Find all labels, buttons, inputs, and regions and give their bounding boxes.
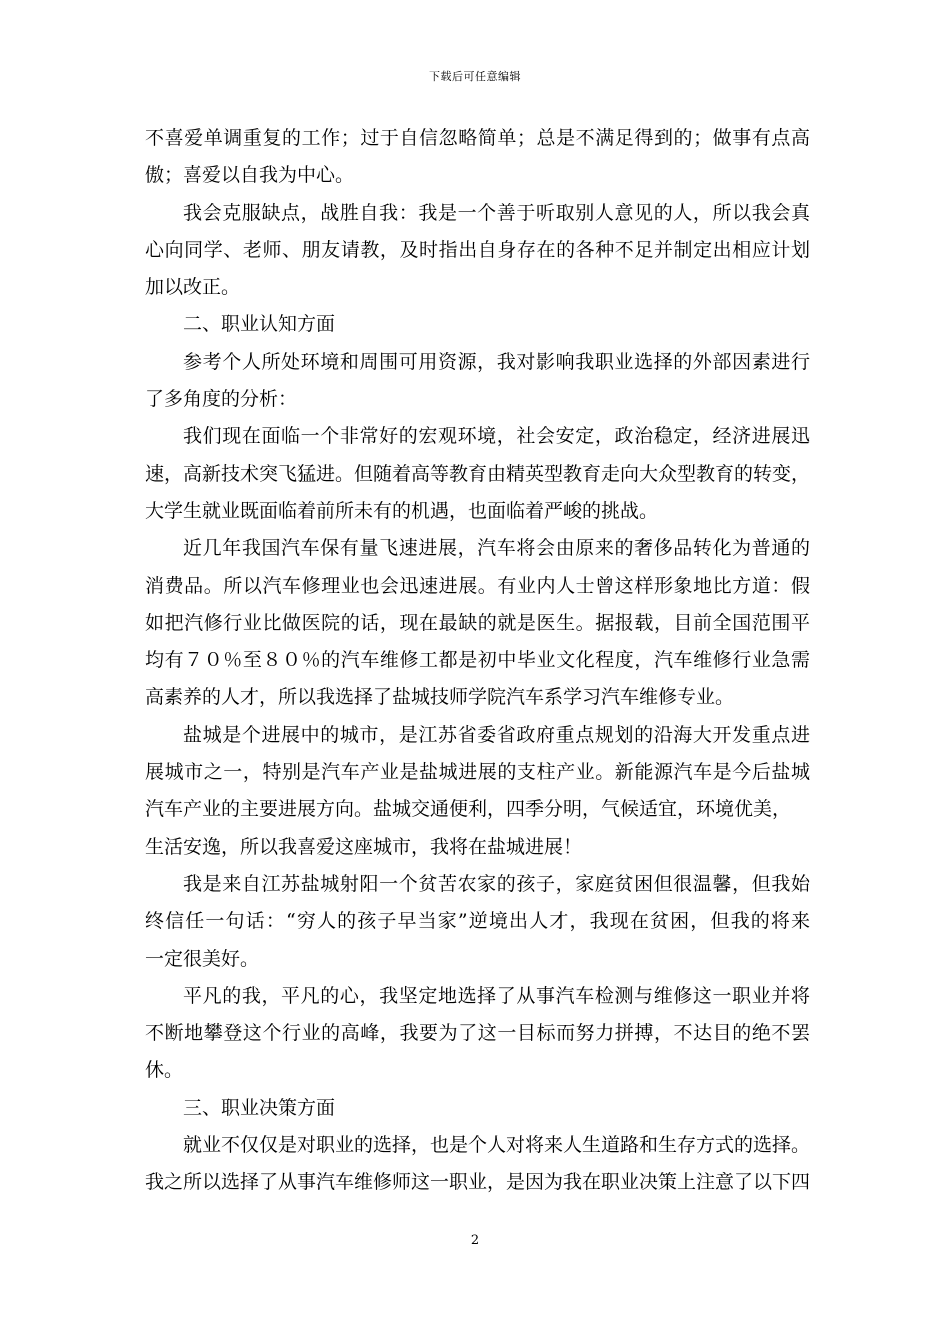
text-line: 了多角度的分析： bbox=[145, 388, 298, 411]
text-line: 不断地攀登这个行业的高峰，我要为了这一目标而努力拼搏，不达目的绝不罢 bbox=[145, 1022, 810, 1045]
text-line: 参考个人所处环境和周围可用资源，我对影响我职业选择的外部因素进行 bbox=[183, 350, 810, 373]
text-line: 消费品。所以汽车修理业也会迅速进展。有业内人士曾这样形象地比方道：假 bbox=[145, 574, 810, 597]
text-line: 加以改正。 bbox=[145, 276, 241, 299]
text-line: 一定很美好。 bbox=[145, 947, 260, 970]
text-line: 平凡的我，平凡的心，我坚定地选择了从事汽车检测与维修这一职业并将 bbox=[183, 984, 810, 1007]
text-line: 终信任一句话：“穷人的孩子早当家”逆境出人才，我现在贫困，但我的将来 bbox=[145, 910, 810, 933]
text-line: 生活安逸，所以我喜爱这座城市，我将在盐城进展！ bbox=[145, 835, 583, 858]
text-line: 就业不仅仅是对职业的选择，也是个人对将来人生道路和生存方式的选择。 bbox=[183, 1134, 811, 1157]
page-header: 下载后可任意编辑 bbox=[429, 70, 521, 83]
page-number: 2 bbox=[470, 1233, 480, 1248]
text-line: 二、职业认知方面 bbox=[183, 313, 336, 336]
text-line: 傲；喜爱以自我为中心。 bbox=[145, 164, 355, 187]
text-line: 我们现在面临一个非常好的宏观环境，社会安定，政治稳定，经济进展迅 bbox=[183, 425, 810, 448]
text-line: 我会克服缺点，战胜自我：我是一个善于听取别人意见的人，所以我会真 bbox=[183, 201, 810, 224]
text-line: 我之所以选择了从事汽车维修师这一职业，是因为我在职业决策上注意了以下四 bbox=[145, 1171, 811, 1194]
text-line: 我是来自江苏盐城射阳一个贫苦农家的孩子，家庭贫困但很温馨，但我始 bbox=[183, 872, 810, 895]
text-line: 速，高新技术突飞猛进。但随着高等教育由精英型教育走向大众型教育的转变， bbox=[145, 462, 811, 485]
text-line: 休。 bbox=[145, 1059, 184, 1082]
document-body bbox=[145, 120, 810, 1202]
text-line: 高素养的人才，所以我选择了盐城技师学院汽车系学习汽车维修专业。 bbox=[145, 686, 735, 709]
text-line: 均有７０％至８０％的汽车维修工都是初中毕业文化程度，汽车维修行业急需 bbox=[145, 649, 810, 672]
text-line: 如把汽修行业比做医院的话，现在最缺的就是医生。据报载，目前全国范围平 bbox=[145, 611, 810, 634]
text-line: 心向同学、老师、朋友请教，及时指出自身存在的各种不足并制定出相应计划 bbox=[145, 238, 810, 261]
text-line: 展城市之一，特别是汽车产业是盐城进展的支柱产业。新能源汽车是今后盐城 bbox=[145, 761, 810, 784]
text-line: 近几年我国汽车保有量飞速进展，汽车将会由原来的奢侈品转化为普通的 bbox=[183, 537, 810, 560]
text-line: 盐城是个进展中的城市，是江苏省委省政府重点规划的沿海大开发重点进 bbox=[183, 723, 810, 746]
text-line: 不喜爱单调重复的工作；过于自信忽略简单；总是不满足得到的；做事有点高 bbox=[145, 127, 810, 149]
text-line: 三、职业决策方面 bbox=[183, 1096, 336, 1119]
text-line: 汽车产业的主要进展方向。盐城交通便利，四季分明，气候适宜，环境优美， bbox=[145, 798, 792, 821]
text-line: 大学生就业既面临着前所未有的机遇，也面临着严峻的挑战。 bbox=[145, 499, 659, 522]
